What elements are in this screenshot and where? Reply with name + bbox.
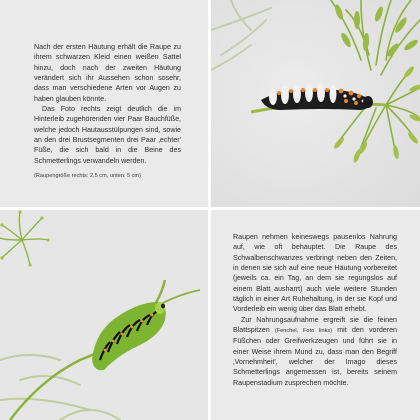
paragraph: Raupen nehmen keineswegs pausenlos Nahrung auf, wie oft behauptet. Die Raupe des Schwalbenschwanzes verbringt neben den Zeiten, in denen sie sich auf eine neue Häutung vorbereitet (jeweils ca. ein Tag, an dem sie regungslos auf einem Blatt ausharrt) auch viele weitere Stunden täglich in einer Art Ruhehaltung, in der sie Kopf und Vorderleib ein wenig über das Blatt erhebt. <box>233 233 397 314</box>
text-panel-top-left <box>0 0 208 207</box>
paragraph-text: mit den vorderen Füßchen oder Greifwerkzeugen und führt sie in einer Weise ihrem Mund zu, dass man den Begriff ‚Vornehmheit', welcher der Imago dieses Schmetterlings angemessen ist, bereits seinem Raupenstadium zusprechen möchte. <box>233 326 397 387</box>
text-block-top-left <box>34 42 181 180</box>
photo-top-right <box>211 0 420 207</box>
photo-reference-note: (Fenchel, Foto links) <box>274 328 333 335</box>
text-panel-bottom-right <box>211 210 420 420</box>
paragraph: Nach der ersten Häutung erhält die Raupe zu ihrem schwarzen Kleid einen weißen Sattel hinzu, doch nach der zweiten Häutung verändert sich ihr Aussehen schon sosehr, dass man verschiedene Arten vor Augen zu haben glauben könnte. <box>34 43 181 103</box>
paragraph: Das Foto rechts zeigt deutlich die im Hinterleib zugehörenden vier Paar Bauchfüße, welche jedoch Hautausstülpungen sind, sowie an den drei Brustsegmenten drei Paar ‚echter' Füße, die sich bald in die Beine des Schmetterlings verwandeln werden. <box>34 105 181 165</box>
caterpillar-photo-bottom <box>0 210 208 420</box>
caption: (Raupengröße rechts: 2,5 cm, unten: 5 cm) <box>34 173 141 180</box>
text-block-bottom-right <box>233 232 397 388</box>
photo-bottom-left <box>0 210 208 420</box>
paragraph-text: Zur Nahrungsaufnahme ergreift sie die feinen Blattspitzen <box>233 315 397 335</box>
caterpillar-photo-top <box>211 0 420 207</box>
paragraph <box>233 315 397 388</box>
